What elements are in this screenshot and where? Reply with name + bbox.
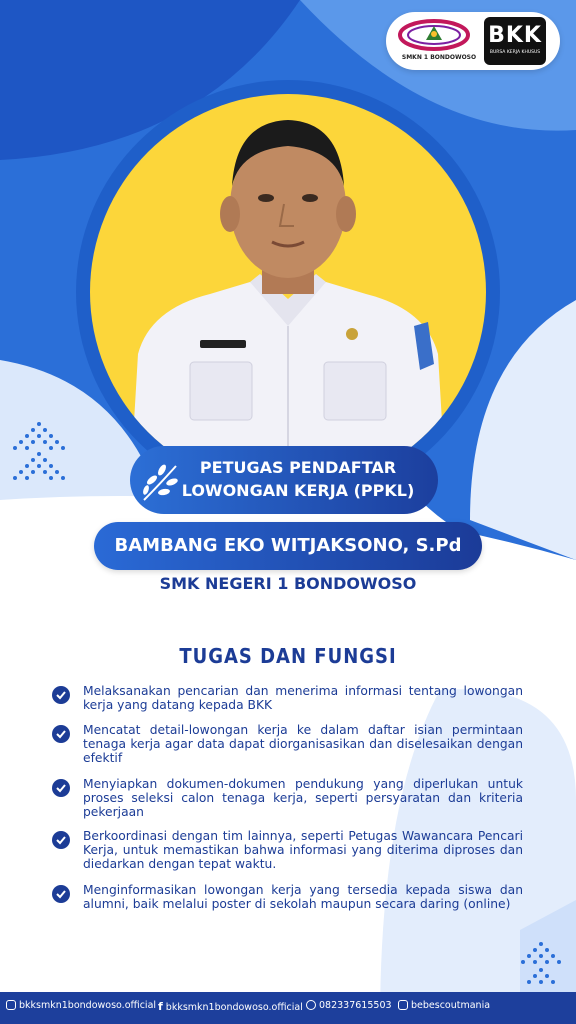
footer-phone-text: 082337615503 — [319, 1000, 392, 1011]
footer-instagram-1-text: bkksmkn1bondowoso.official — [19, 1000, 157, 1011]
check-circle-icon — [52, 779, 70, 797]
chevron-pattern-right — [508, 940, 574, 992]
footer-facebook-text: bkksmkn1bondowoso.official — [165, 1002, 303, 1013]
footer-facebook[interactable] — [158, 1000, 303, 1013]
footer-instagram-2[interactable] — [398, 1000, 490, 1011]
footer — [0, 992, 576, 1024]
footer-instagram-1[interactable] — [6, 1000, 156, 1011]
list-item-text: Berkoordinasi dengan tim lainnya, seperti Petugas Wawancara Pencari Kerja, untuk memastikan bahwa informasi yang diterima diproses dan diedarkan dengan tepat waktu. — [83, 829, 523, 871]
list-item-text: Menyiapkan dokumen-dokumen pendukung yang diperlukan untuk proses seleksi calon tenaga kerja, seperti persyaratan dan kriteria pekerjaan — [83, 777, 523, 819]
role-title-line1: PETUGAS PENDAFTAR — [199, 458, 397, 477]
instagram-icon — [398, 1000, 408, 1010]
name-badge — [94, 522, 482, 570]
role-title-line2: LOWONGAN KERJA (PPKL) — [181, 481, 415, 500]
check-circle-icon — [52, 725, 70, 743]
check-circle-icon — [52, 885, 70, 903]
check-circle-icon — [52, 831, 70, 849]
section-title: TUGAS DAN FUNGSI — [179, 644, 397, 668]
profile-photo — [90, 94, 486, 490]
logo-container — [386, 12, 560, 70]
phone-icon — [306, 1000, 316, 1010]
footer-instagram-2-text: bebescoutmania — [411, 1000, 491, 1011]
school-name: SMK NEGERI 1 BONDOWOSO — [159, 574, 417, 593]
list-item-text: Menginformasikan lowongan kerja yang tersedia kepada siswa dan alumni, baik melalui poster di sekolah maupun secara daring (online) — [83, 883, 523, 911]
facebook-icon: f — [158, 1000, 163, 1013]
footer-phone[interactable] — [306, 1000, 392, 1011]
school-logo — [396, 18, 477, 64]
list-item-text: Mencatat detail-lowongan kerja ke dalam daftar isian permintaan tenaga kerja agar data dapat diorganisasikan dan diselesaikan dengan efektif — [83, 723, 523, 765]
check-circle-icon — [52, 686, 70, 704]
bkk-logo-subtext: BURSA KERJA KHUSUS — [489, 50, 541, 55]
school-logo-text: SMKN 1 BONDOWOSO — [401, 54, 477, 61]
chevron-pattern-left — [4, 418, 74, 492]
instagram-icon — [6, 1000, 16, 1010]
person-name: BAMBANG EKO WITJAKSONO, S.Pd — [114, 535, 462, 556]
bkk-logo-text: BKK — [488, 23, 542, 48]
bkk-logo — [484, 17, 546, 65]
leaf-icon — [138, 456, 184, 506]
list-item-text: Melaksanakan pencarian dan menerima informasi tentang lowongan kerja yang datang kepada BKK — [83, 684, 523, 712]
person-portrait — [90, 94, 486, 490]
